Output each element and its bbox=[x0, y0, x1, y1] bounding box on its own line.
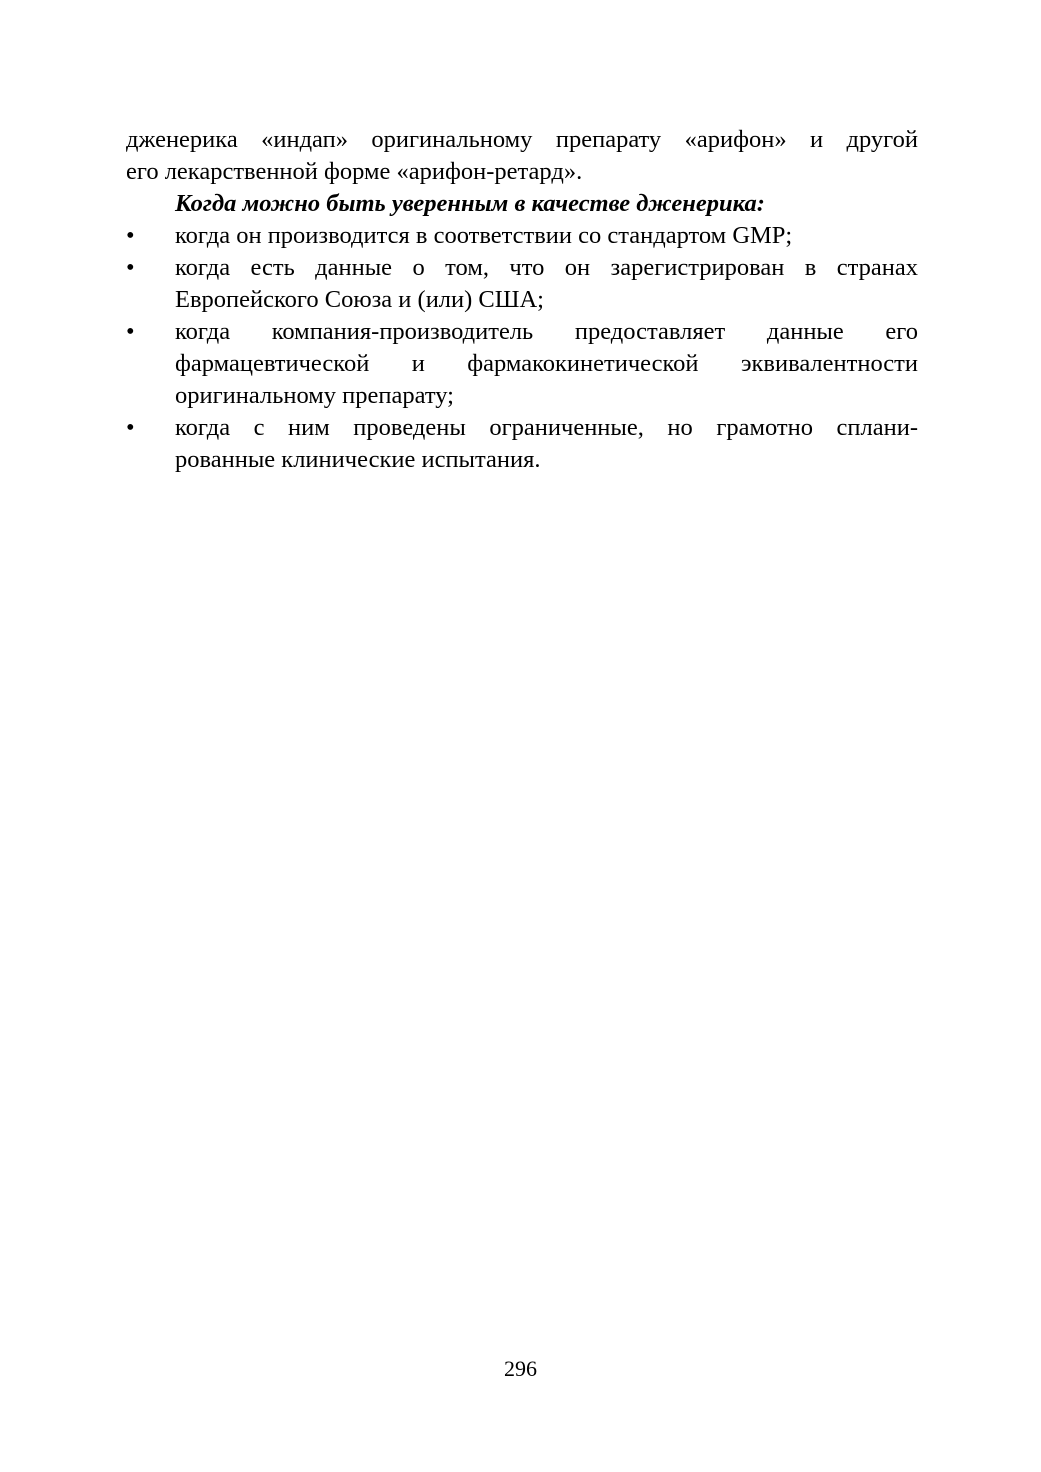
list-item-line: Европейского Союза и (или) США; bbox=[175, 286, 544, 313]
list-item-line: оригинальному препарату; bbox=[175, 382, 454, 409]
page-number: 296 bbox=[504, 1356, 537, 1381]
list-item bbox=[126, 220, 918, 252]
section-heading: Когда можно быть уверенным в качестве дженерика: bbox=[175, 190, 765, 217]
list-item-line: когда компания-производитель предоставляет данные его bbox=[175, 318, 918, 345]
bullet-list bbox=[126, 220, 918, 476]
list-item bbox=[126, 316, 918, 412]
list-item-line: когда с ним проведены ограниченные, но грамотно сплани- bbox=[175, 414, 918, 441]
intro-line: его лекарственной форме «арифон-ретард». bbox=[126, 158, 583, 185]
list-item-line: рованные клинические испытания. bbox=[175, 446, 541, 473]
bullet-icon: • bbox=[126, 254, 135, 281]
bullet-icon: • bbox=[126, 318, 135, 345]
list-item-line: когда есть данные о том, что он зарегистрирован в странах bbox=[175, 254, 918, 281]
bullet-icon: • bbox=[126, 414, 135, 441]
list-item bbox=[126, 412, 918, 476]
bullet-icon: • bbox=[126, 222, 135, 249]
list-item-line: фармацевтической и фармакокинетической эквивалентности bbox=[175, 350, 918, 377]
intro-line: дженерика «индап» оригинальному препарату «арифон» и другой bbox=[126, 126, 918, 153]
page-content bbox=[126, 124, 918, 476]
list-item bbox=[126, 252, 918, 316]
intro-paragraph bbox=[126, 124, 918, 188]
list-item-line: когда он производится в соответствии со стандартом GMP; bbox=[175, 222, 793, 249]
